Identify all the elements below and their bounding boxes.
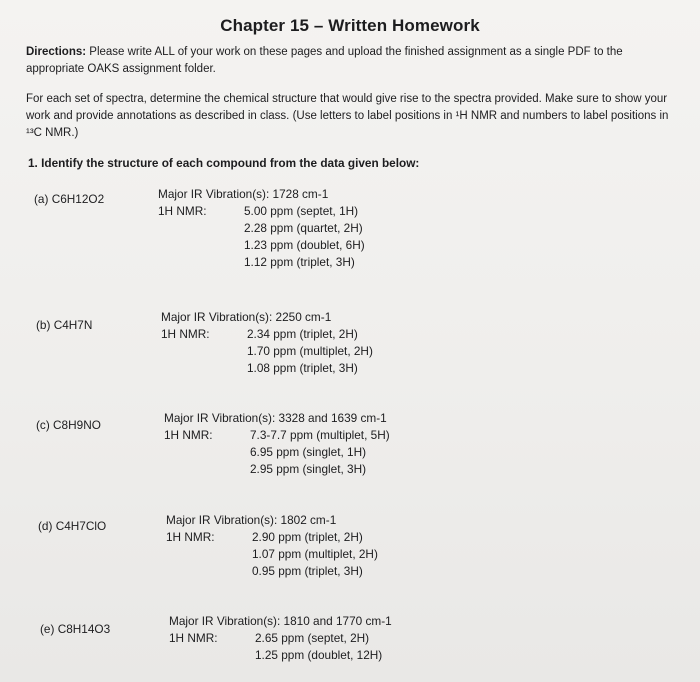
problem-b-nmr-label: 1H NMR: bbox=[161, 327, 210, 341]
problem-d-data bbox=[166, 512, 378, 580]
problem-e-ir-value: 1810 and 1770 cm-1 bbox=[283, 614, 392, 628]
problem-c-label: (c) C8H9NO bbox=[36, 418, 101, 432]
problem-c-ir: Major IR Vibration(s): 3328 and 1639 cm-1 bbox=[164, 411, 387, 425]
problem-b-ir: Major IR Vibration(s): 2250 cm-1 bbox=[161, 310, 332, 324]
directions-paragraph bbox=[26, 44, 676, 78]
problem-b-peak-3: 1.08 ppm (triplet, 3H) bbox=[247, 361, 358, 375]
problem-a-nmr-label: 1H NMR: bbox=[158, 204, 207, 218]
problem-b-label: (b) C4H7N bbox=[36, 318, 93, 332]
problem-d-peak-2: 1.07 ppm (multiplet, 2H) bbox=[252, 547, 378, 561]
problem-c-peak-1: 7.3-7.7 ppm (multiplet, 5H) bbox=[250, 428, 390, 442]
problem-e-nmr-label: 1H NMR: bbox=[169, 631, 218, 645]
instructions-paragraph: For each set of spectra, determine the chemical structure that would give rise to the spectra provided. Make sure to show your work and provide annotations as described in class. (Use letters to label positions in ¹H NMR and numbers to label positions in ¹³C NMR.) bbox=[26, 93, 669, 139]
problem-d-peak-3: 0.95 ppm (triplet, 3H) bbox=[252, 564, 363, 578]
problem-c-nmr-label: 1H NMR: bbox=[164, 428, 213, 442]
problem-a-peak-2: 2.28 ppm (quartet, 2H) bbox=[244, 221, 363, 235]
problem-b-peak-1: 2.34 ppm (triplet, 2H) bbox=[247, 327, 358, 341]
problem-a-ir: Major IR Vibration(s): 1728 cm-1 bbox=[158, 187, 329, 201]
problem-c-data bbox=[164, 410, 390, 478]
problem-d-peak-1: 2.90 ppm (triplet, 2H) bbox=[252, 530, 363, 544]
problem-a-label: (a) C6H12O2 bbox=[34, 192, 105, 206]
problem-e-ir: Major IR Vibration(s): 1810 and 1770 cm-1 bbox=[169, 614, 392, 628]
directions-text: Please write ALL of your work on these pages and upload the finished assignment as a single PDF to the appropriate OAKS assignment folder. bbox=[26, 46, 623, 75]
problem-e-peak-2: 1.25 ppm (doublet, 12H) bbox=[255, 648, 383, 662]
problem-a-peak-4: 1.12 ppm (triplet, 3H) bbox=[244, 255, 355, 269]
problem-b-ir-value: 2250 cm-1 bbox=[275, 310, 332, 324]
problem-a-peak-3: 1.23 ppm (doublet, 6H) bbox=[244, 238, 365, 252]
problem-c-ir-value: 3328 and 1639 cm-1 bbox=[278, 411, 387, 425]
problem-d-label: (d) C4H7ClO bbox=[38, 519, 107, 533]
problem-b-data bbox=[161, 309, 373, 377]
problem-d-ir-value: 1802 cm-1 bbox=[280, 513, 337, 527]
problem-c-peak-3: 2.95 ppm (singlet, 3H) bbox=[250, 462, 367, 476]
problem-a-peak-1: 5.00 ppm (septet, 1H) bbox=[244, 204, 359, 218]
problem-e-label: (e) C8H14O3 bbox=[40, 622, 111, 636]
page-title: Chapter 15 – Written Homework bbox=[220, 16, 480, 35]
problem-e-data bbox=[169, 613, 392, 664]
problem-d-ir: Major IR Vibration(s): 1802 cm-1 bbox=[166, 513, 337, 527]
problem-b-peak-2: 1.70 ppm (multiplet, 2H) bbox=[247, 344, 373, 358]
problem-a-data bbox=[158, 186, 365, 271]
question-heading: 1. Identify the structure of each compound from the data given below: bbox=[28, 156, 420, 170]
problem-e-peak-1: 2.65 ppm (septet, 2H) bbox=[255, 631, 370, 645]
problem-c-peak-2: 6.95 ppm (singlet, 1H) bbox=[250, 445, 367, 459]
problem-a-ir-value: 1728 cm-1 bbox=[272, 187, 329, 201]
directions-label: Directions: bbox=[26, 46, 87, 58]
problem-d-nmr-label: 1H NMR: bbox=[166, 530, 215, 544]
